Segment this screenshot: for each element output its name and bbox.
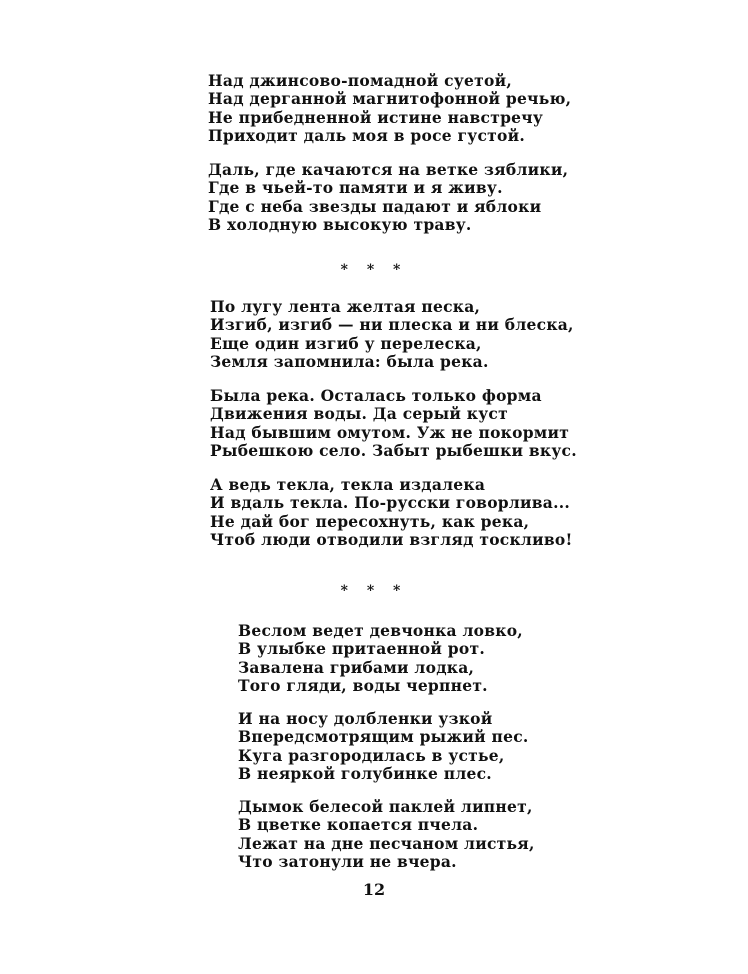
poem-line: Где с неба звезды падают и яблоки bbox=[208, 196, 542, 216]
section-separator: * * * bbox=[340, 583, 408, 599]
poem-line: Веслом ведет девчонка ловко, bbox=[238, 621, 523, 640]
poem-line: Дымок белесой паклей липнет, bbox=[238, 797, 533, 816]
poem2-stanza-2 bbox=[210, 387, 577, 460]
poem-line: Движения воды. Да серый куст bbox=[210, 404, 508, 424]
poem3-stanza-2 bbox=[238, 710, 529, 783]
poem2-stanza-1 bbox=[210, 298, 574, 371]
poem3-stanza-1 bbox=[238, 622, 523, 695]
poem-line: Не дай бог пересохнуть, как река, bbox=[210, 511, 530, 531]
poem-line: Над джинсово-помадной суетой, bbox=[208, 71, 512, 90]
poem-line: Куга разгородилась в устье, bbox=[238, 745, 505, 765]
poem-line: В холодную высокую траву. bbox=[208, 214, 472, 234]
page-number: 12 bbox=[362, 880, 386, 899]
poem-line: В улыбке притаенной рот. bbox=[238, 639, 485, 659]
poem-line: Лежат на дне песчаном листья, bbox=[238, 833, 535, 853]
poem-line: Что затонули не вчера. bbox=[238, 851, 457, 871]
poem-line: И вдаль текла. По-русски говорлива... bbox=[210, 493, 571, 513]
poem-line: Не прибедненной истине навстречу bbox=[208, 107, 544, 127]
poem-line: Где в чьей-то памяти и я живу. bbox=[208, 178, 503, 198]
poem-line: Была река. Осталась только форма bbox=[210, 386, 542, 405]
poem-line: Изгиб, изгиб — ни плеска и ни блеска, bbox=[210, 315, 574, 335]
poem-line: И на носу долбленки узкой bbox=[238, 709, 493, 728]
poem-line: Земля запомнила: была река. bbox=[210, 351, 489, 371]
poem-line: Над бывшим омутом. Уж не покормит bbox=[210, 422, 570, 442]
poem-line: Завалена грибами лодка, bbox=[238, 657, 475, 677]
section-separator: * * * bbox=[340, 262, 408, 278]
poem2-stanza-3 bbox=[210, 476, 573, 549]
poem-line: Еще один изгиб у перелеска, bbox=[210, 333, 482, 353]
poem-line: Чтоб люди отводили взгляд тоскливо! bbox=[210, 529, 573, 549]
poem-line: А ведь текла, текла издалека bbox=[210, 475, 486, 494]
poem-line: В цветке копается пчела. bbox=[238, 815, 479, 835]
poem-line: Того гляди, воды черпнет. bbox=[238, 675, 488, 695]
poem1-stanza-1 bbox=[208, 72, 571, 145]
poem-line: Приходит даль моя в росе густой. bbox=[208, 125, 525, 145]
poem-line: Рыбешкою село. Забыт рыбешки вкус. bbox=[210, 440, 577, 460]
poem-line: Над дерганной магнитофонной речью, bbox=[208, 89, 572, 109]
poem-line: Впередсмотрящим рыжий пес. bbox=[238, 727, 529, 747]
poem3-stanza-3 bbox=[238, 798, 535, 871]
poem1-stanza-2 bbox=[208, 161, 568, 234]
poem-line: Даль, где качаются на ветке зяблики, bbox=[208, 160, 569, 179]
poem-line: В неяркой голубинке плес. bbox=[238, 763, 492, 783]
poem-line: По лугу лента желтая песка, bbox=[210, 297, 481, 316]
